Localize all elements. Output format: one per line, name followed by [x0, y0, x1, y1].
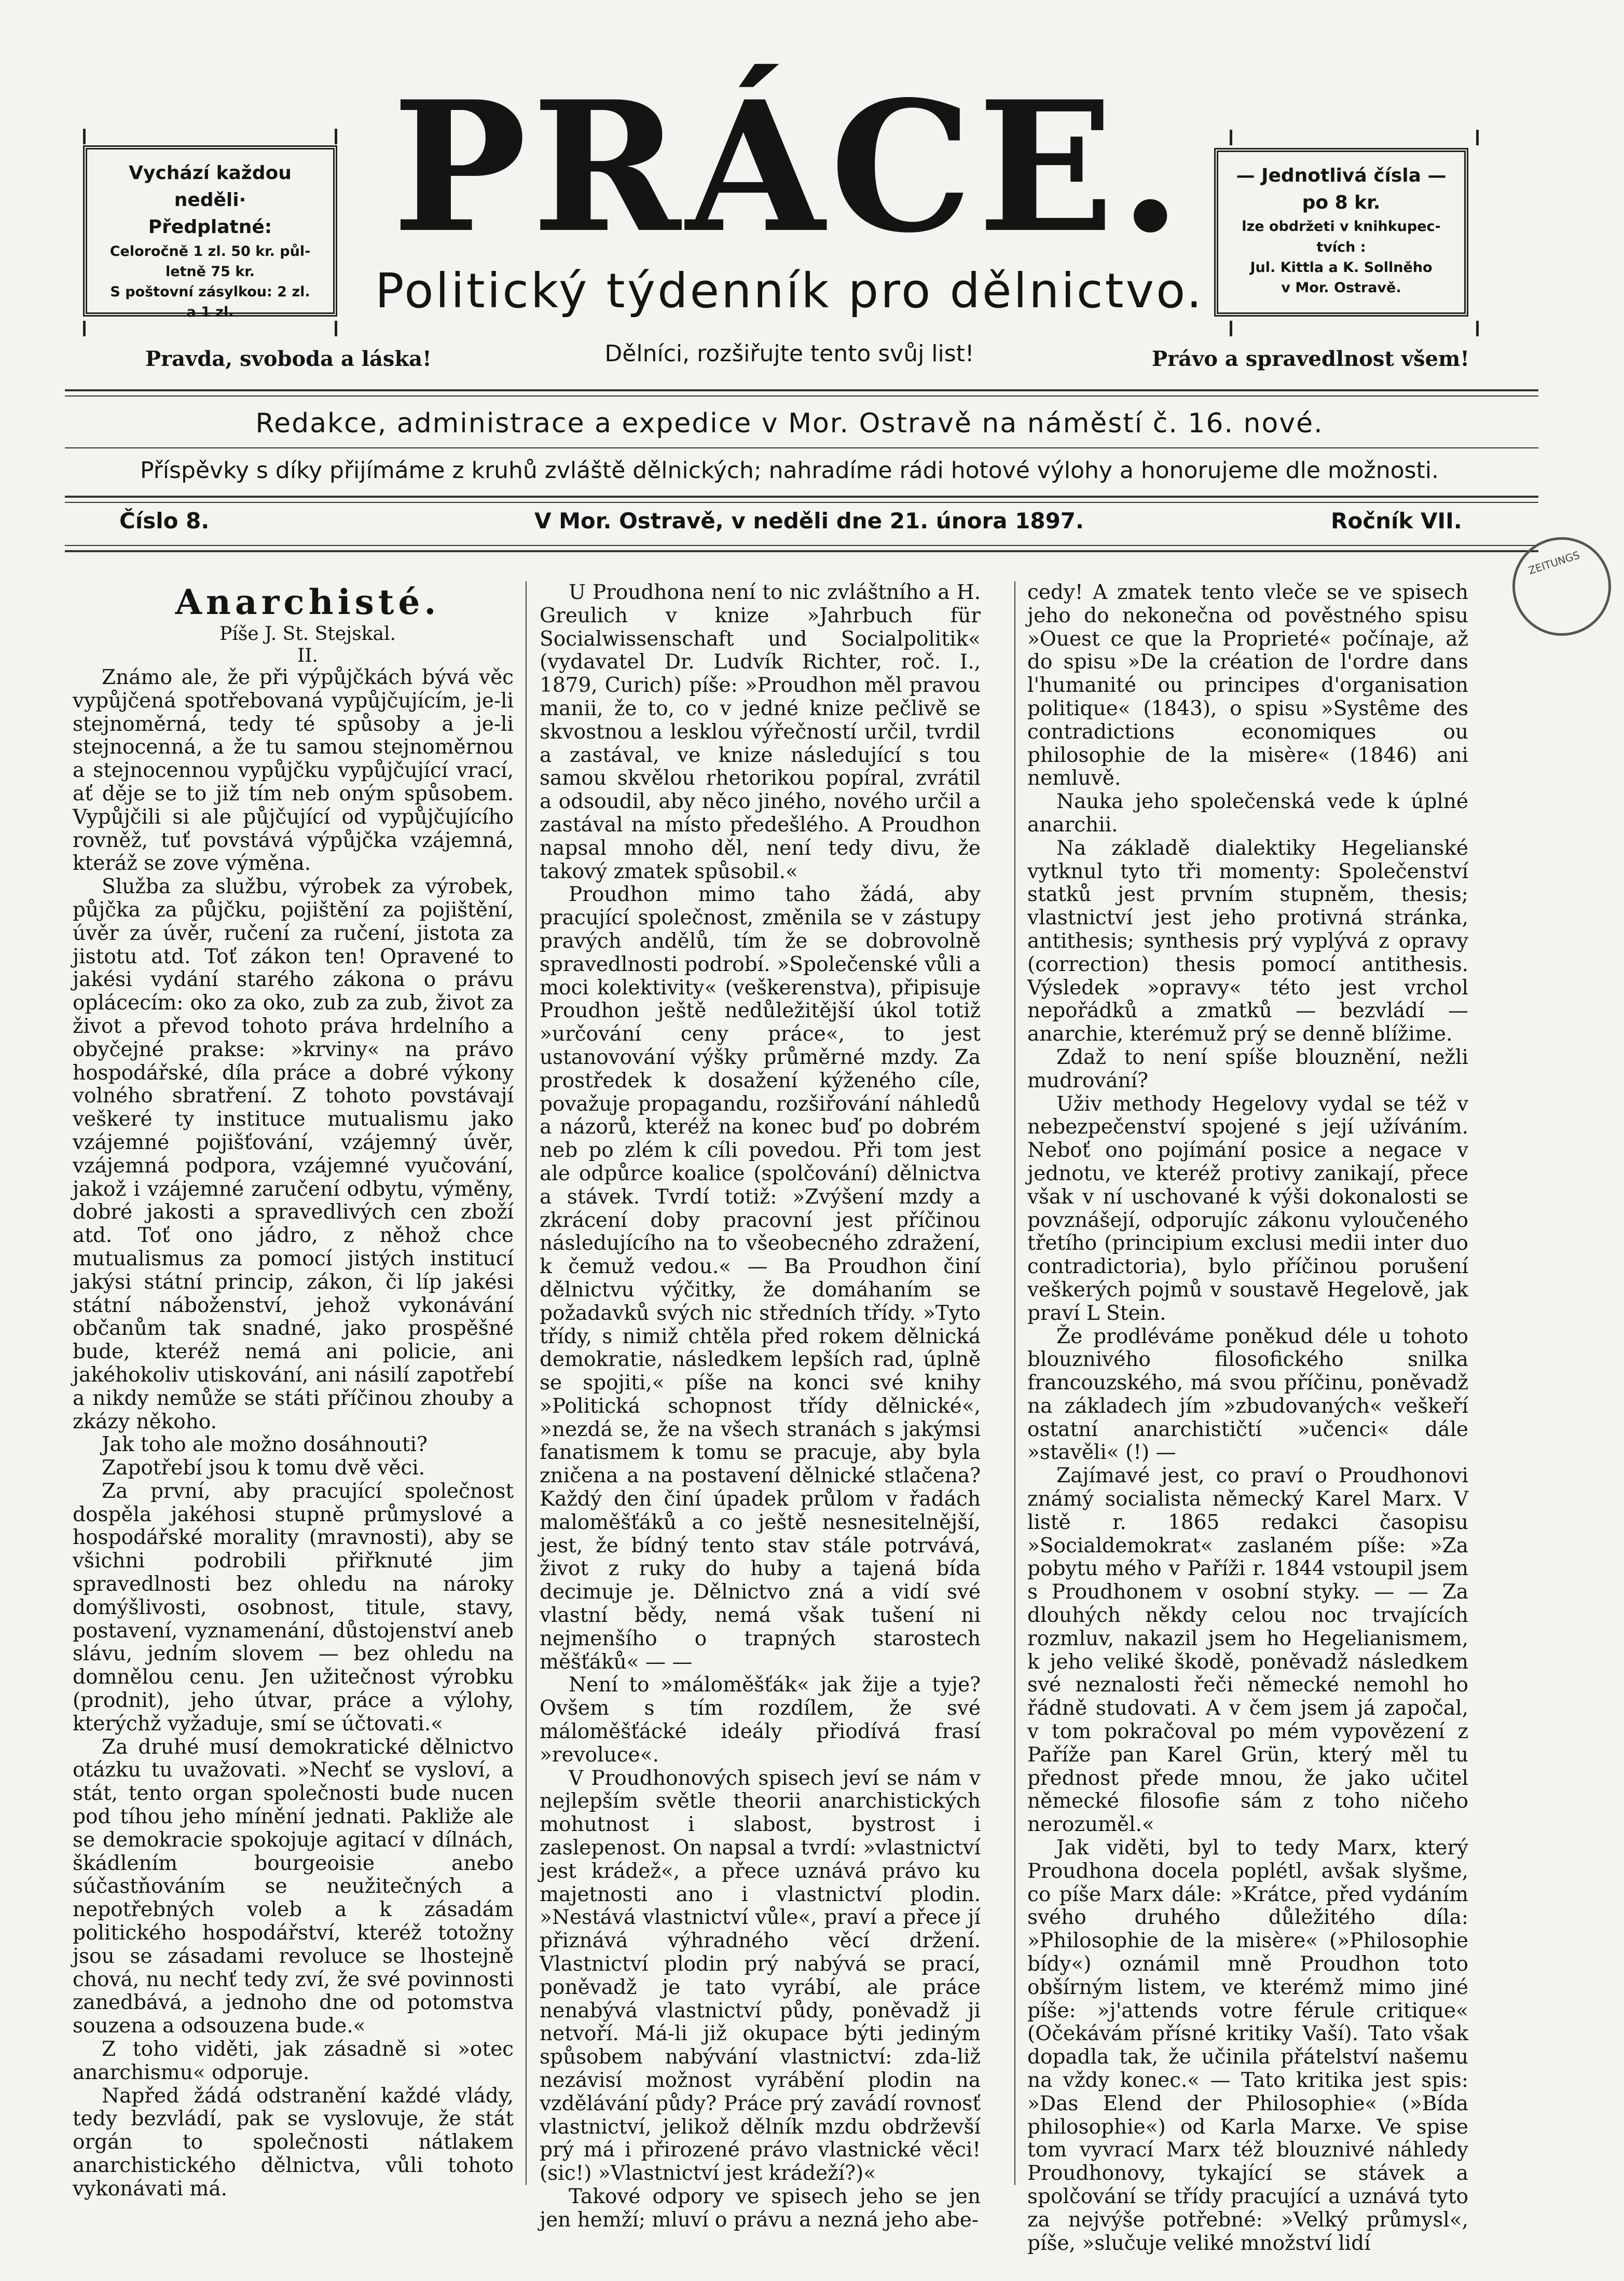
copies-line-1: — Jednotlivá čísla — — [1236, 165, 1447, 186]
article-author: Píše J. St. Stejskal. — [219, 623, 396, 645]
copies-line-6: v Mor. Ostravě. — [1281, 279, 1401, 296]
paragraph: Nauka jeho společenská vede k úplné anarchii. — [1027, 790, 1468, 837]
paragraph: Není to »máloměšťák« jak žije a tyje? Ovšem s tím rozdílem, že své máloměšťácké ideály přiodívá frasí »revoluce«. — [540, 1673, 981, 1767]
header-rule — [65, 395, 1538, 397]
editorial-address: Redakce, administrace a expedice v Mor. Ostravě na náměstí č. 16. nové. — [255, 408, 1324, 439]
paragraph: Jak toho ale možno dosáhnouti? — [102, 1433, 428, 1457]
subscription-line-2: Předplatné: — [148, 216, 272, 238]
subscription-line-3: Celoročně 1 zl. 50 kr. půl- — [109, 243, 311, 259]
issue-volume: Ročník VII. — [1331, 508, 1462, 534]
single-copies-box — [1214, 148, 1468, 317]
copies-line-4: tvích : — [1316, 239, 1366, 255]
copies-line-3: lze obdržeti v knihkupec- — [1242, 218, 1441, 235]
paragraph: Zdaž to není spíše blouznění, nežli mudrování? — [1027, 1045, 1468, 1092]
box-tick — [1230, 130, 1232, 145]
subscription-line-1: Vychází každou neděli· — [129, 162, 292, 211]
paragraph: Zajímavé jest, co praví o Proudhonovi známý socialista německý Karel Marx. V listě r. 1865 redakci časopisu »Socialdemokrat« zaslaném píše: »Za pobytu mého v Paříži r. 1844 vstoupil jsem s Proudhonem v osobní styky. — — Za dlouhých někdy celou noc trvajících rozmluv, nakazil jsem ho Hegelianismem, k jeho veliké škodě, poněvadž následkem své neznalosti řeči německé nemohl ho řádně studovati. A v čem jsem já započal, v tom pokračoval po mém vypovězení z Paříže pan Karel Grün, který měl tu přednost přede mnou, že jako učitel německé filosofie sám z toho ničeho nerozuměl.« — [1027, 1464, 1468, 1837]
header-rule — [65, 502, 1538, 503]
motto-left: Pravda, svoboda a láska! — [145, 347, 432, 371]
issue-number: Číslo 8. — [119, 508, 210, 534]
paragraph: U Proudhona není to nic zvláštního a H. Greulich v knize »Jahrbuch für Socialwissenschaft und Socialpolitik« (vydavatel Dr. Ludvík Richter, roč. I., 1879, Curich) píše: »Proudhon měl pravou manii, že to, co v jedné knize pečlivě se skvostnou a lesklou výřečností určil, tvrdil a zastával, ve knize následující s tou samou skvělou rhetorikou popíral, zvrátil a odsoudil, aby něco jiného, nového určil a zastával na místo předešlého. A Proudhon napsal mnoho děl, není tedy divu, že takový zmatek spůsobil.« — [540, 581, 981, 883]
paragraph: V Proudhonových spisech jeví se nám v nejlepším světle theorii anarchistických mohutnost i slabost, bystrost i zaslepenost. On napsal a tvrdí: »vlastnictví jest krádež«, a přece uznává právo ku majetnosti ano i vlastnictví plodin. »Nestává vlastnictví vůle«, praví a přece jí přiznává výhradného věcí držení. Vlastnictví plodin prý nabývá se prací, poněvadž je tato vyrábí, ale práce nenabývá vlastnictví půdy, poněvadž ji netvoří. Má-li již okupace býti jediným spůsobem nabývání vlastnictví: zda-liž nezávisí možnost vyrábění plodin na vzdělávání půdy? Práce prý zavádí rovnosť vlastnictví, jelikož dělník mzdu obdrževší prý má i přirozené právo vlastnické věci! (sic!) »Vlastnictví jest krádeží?)« — [540, 1766, 981, 2186]
contributions-notice: Příspěvky s díky přijímáme z kruhů zvláště dělnických; nahradíme rádi hotové výlohy a honorujeme dle možnosti. — [140, 457, 1439, 484]
box-tick — [1476, 321, 1479, 336]
paragraph: Z toho viděti, jak zásadně si »otec anarchismu« odporuje. — [73, 2038, 514, 2084]
paragraph: Za první, aby pracující společnost dospěla jakéhosi stupně průmyslové a hospodářské morality (mravnosti), aby se všichni podrobili přiřknuté jim spravedlnosti bez ohledu na nároky domýšlivosti, osobnost, titule, stavy, postavení, vyznamenání, důstojenství aneb slávu, jedním slovem — bez ohledu na domnělou cenu. Jen užitečnost výrobku (prodnit), jeho útvar, práce a výlohy, kterýchž vyžaduje, smí se účtovati.« — [73, 1479, 514, 1736]
paragraph: Zapotřebí jsou k tomu dvě věci. — [102, 1456, 425, 1480]
header-rule — [65, 545, 1538, 546]
motto-right: Právo a spravedlnost všem! — [1152, 347, 1469, 371]
paragraph: Proudhon mimo taho žádá, aby pracující společnost, změnila se v zástupy pravých andělů, tím že se dobrovolně spravedlnosti podrobí. »Společenské vůli a moci kolektivity« (veškerenstva), připisuje Proudhon ještě nedůležitější úkol totiž »určování ceny práce«, to jest ustanovování výšky průměrné mzdy. Za prostředek k dosažení kýženého cíle, považuje propagandu, rozšiřování náhledů a názorů, kteréž na konec buď po dobrém neb po zlém k cíli povedou. Při tom jest ale odpůrce koalice (spolčování) dělnictva a stávek. Tvrdí totiž: »Zvýšení mzdy a zkrácení doby pracovní jest příčinou následujícího na to všeobecného zdražení, k čemuž vedou.« — Ba Proudhon činí dělnictvu výčitky, že domáhaním se požadavků svých nic středních třídy. »Tyto třídy, s nimiž chtěla před rokem dělnická demokratie, následkem lepších rad, úplně se spojiti,« píše na konci své knihy »Politická schopnost třídy dělnické«, »nezdá se, že na všech stranách s jakýmsi fanatismem k tomu se pracuje, aby byla zničena a na postavení dělnické stlačena? Každý den činí úpadek průlom v řadách maloměšťáků a co ještě nesnesitelnější, jest, že bídný tento stav stále potrvává, život z ruky do huby a tajená bída decimuje je. Dělnictvo zná a vidí své vlastní bědy, nemá však tušení ni nejmenšího o trapných starostech měšťáků« — — — [540, 883, 981, 1674]
header-rule — [65, 389, 1538, 391]
column-3 — [1027, 581, 1468, 2255]
article-part: II. — [297, 645, 318, 666]
paragraph: Jak viděti, byl to tedy Marx, který Proudhona docela poplétl, avšak slyšme, co píše Marx dále: »Krátce, před vydáním svého druhého důležitého díla: »Philosophie de la misère« (»Philosophie bídy«) oznámil mně Proudhon toto obšírným listem, ve kterémž mimo jiné píše: »j'attends votre férule critique« (Očekávám přísné kritiky Vaší). Tato však dopadla tak, že učinila přátelství našemu na vždy konec.« — Tato kritika jest spis: »Das Elend der Philosophie« (»Bída philosophie«) od Karla Marxe. Ve spise tom vyvrací Marx též blouznivé náhledy Proudhonovy, tykající se stávek a spolčování se třídy pracující a uznává tyto za nejvýše potřebné: »Velký průmysl«, píše, »slučuje veliké množství lidí — [1027, 1836, 1468, 2255]
column-1 — [73, 581, 514, 2201]
box-tick — [335, 321, 337, 336]
paragraph: Že prodléváme poněkud déle u tohoto blouznivého filosofického snilka francouzského, má svou příčinu, poněvadž na základech jím »zbudovaných« veškeří ostatní anarchističtí »učenci« dále »stavěli« (!) — — [1027, 1324, 1468, 1465]
subscription-line-4: letně 75 kr. — [165, 263, 255, 280]
header-rule — [65, 550, 1538, 552]
paragraph: Služba za službu, výrobek za výrobek, půjčka za půjčku, pojištění za pojištění, úvěr za úvěr, ručení za ručení, jistota za jistotu atd. Toť zákon ten! Opravené to jakési vydání starého zákona o právu oplácecím: oko za oko, zub za zub, život za život a převod tohoto práva hrdelního a obyčejné prakse: »krviny« na právo hospodářské, díla práce a dobré výkony volného sbratření. Z tohoto povstávají veškeré ty instituce mutualismu jako vzájemné pojišťování, vzájemný úvěr, vzájemná podpora, vzájemné vyučování, jakož i vzájemné zaručení odbytu, výměny, dobré jakosti a spravedlivých cen zboží atd. Toť ono jádro, z něhož chce mutualismus za pomocí jistých institucí jakýsi státní princip, zákon, či líp jakési státní náboženství, jehož vykonávání občanům tak snadné, jako prospěšné bude, kteréž nemá ani policie, ani jakéhokoliv utiskování, ani násilí zapotřebí a nikdy nemůže se státi příčinou zhouby a zkázy někoho. — [73, 875, 514, 1433]
copies-line-5: Jul. Kittla a K. Sollněho — [1250, 259, 1433, 276]
article-title: Anarchisté. — [175, 582, 441, 622]
subscription-line-5: S poštovní zásylkou: 2 zl. — [110, 283, 310, 300]
paragraph: Napřed žádá odstranění každé vlády, tedy bezvládí, pak se vyslovuje, že stát orgán to společnosti nátlakem anarchistického dělnictva, vůli tohoto vykonávati má. — [73, 2084, 514, 2201]
copies-line-2: po 8 kr. — [1302, 192, 1381, 214]
paragraph: Uživ methody Hegelovy vydal se též v nebezpečenství spojené s její užíváním. Neboť ono pojímání posice a negace v jednotu, ve kteréž protivy zanikají, přece však v ní uschované k výši dokonalosti se povznášejí, odporujíc zákonu vyloučeného třetího (principium exclusi medii inter duo contradictoria), bylo příčinou porušení veškerých pojmů v soustavě Hegelově, jak praví L Stein. — [1027, 1092, 1468, 1325]
box-tick — [1230, 321, 1232, 336]
column-divider — [526, 581, 527, 2185]
paragraph: Takové odpory ve spisech jeho se jen jen hemží; mluví o právu a nezná jeho abe- — [540, 2184, 981, 2232]
box-tick — [83, 321, 86, 336]
issue-date: V Mor. Ostravě, v neděli dne 21. února 1897. — [534, 508, 1084, 534]
box-tick — [1476, 130, 1479, 145]
motto-center: Dělníci, rozšiřujte tento svůj list! — [604, 340, 974, 367]
masthead-title: PRÁCE. — [392, 62, 1187, 272]
header-rule — [65, 447, 1538, 448]
paragraph: Za druhé musí demokratické dělnictvo otázku tu uvažovati. »Nechť se vysloví, a stát, tento organ společnosti bude nucen pod tíhou jeho mínění jednati. Pakliže ale se demokracie spokojuje agitací v dílnách, škádlením bourgeoisie anebo súčastňováním se neužitečných a nepotřebných voleb a k zásadám politického hospodářství, kteréž totožny jsou se zásadami revoluce se lhostejně chová, nu nechť tedy zví, že své povinnosti zanedbává, a jednoho dne od potomstva souzena a odsouzena bude.« — [73, 1735, 514, 2038]
column-divider — [1014, 581, 1015, 2185]
paragraph: cedy! A zmatek tento vleče se ve spisech jeho do nekonečna od pověstného spisu »Ouest ce que la Proprieté« počínaje, až do spisu »De la création de l'ordre dans l'humanité ou principes d'organisation politique« (1843), o spisu »Systême des contradictions economiques ou philosophie de la misère« (1846) ani nemluvě. — [1027, 581, 1468, 790]
library-stamp: ZEITUNGS — [1499, 524, 1623, 648]
paragraph: Známo ale, že při výpůjčkách bývá věc vypůjčená spotřebovaná vypůjčujícím, je-li stejnoměrná, tedy té spůsoby a je-li stejnocenná, a že tu samou stejnoměrnou a stejnocennou vypůjčku vypůjčující vrací, ať děje se to již tím neb oným spůsobem. Vypůjčili si ale půjčující od vypůjčujícího rovněž, tuť povstává výpůjčka vzájemná, kteráž se zove výměna. — [73, 666, 514, 876]
masthead-subtitle: Politický týdenník pro dělnictvo. — [375, 263, 1204, 319]
paragraph: Na základě dialektiky Hegelianské vytknul tyto tři momenty: Společenství statků jest prvním stupněm, thesis; vlastnictví jest jeho protivná stránka, antithesis; synthesis prý vyplývá z opravy (correction) thesis pomocí antithesis. Výsledek »opravy« této jest vrchol nepořádků a zmatků — bezvládí — anarchie, kterémuž prý se denně blížime. — [1027, 836, 1468, 1046]
subscription-line-6: a 1 zl. — [186, 304, 234, 320]
column-2 — [540, 581, 981, 2232]
header-rule — [65, 496, 1538, 498]
